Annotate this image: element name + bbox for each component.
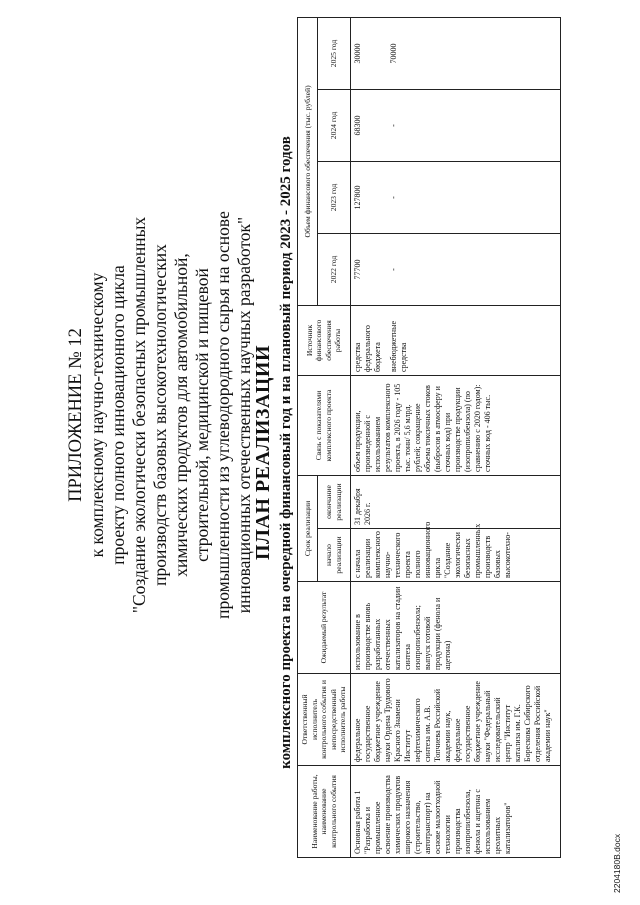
value-2025-extra: 70000 (388, 43, 398, 64)
header-period-end: окончание реализации (317, 475, 350, 528)
appendix-header (66, 65, 255, 765)
file-name: 2204180B.docx (612, 833, 622, 893)
header-executor: Ответственный исполнитель контрольного события и непосредственный исполнитель работы (298, 674, 351, 766)
value-2024-extra: - (388, 124, 398, 127)
cell-start: с начала реализации комплексного научно-технического проекта полного инновационного цикла "Создание экологически безопасных промышленных производств базовых высокотехно- (350, 529, 560, 582)
plan-table (297, 17, 561, 858)
source-extrabudgetary: внебюджетные средства (388, 320, 408, 372)
value-2023-extra: - (388, 196, 398, 199)
appendix-line: производств базовых высокотехнологических (150, 244, 170, 586)
header-year-2023: 2023 год (317, 161, 350, 233)
appendix-line: к комплексному научно-техническому (87, 272, 107, 558)
header-period-start: начало реализации (317, 529, 350, 582)
value-2022-federal: 77700 (352, 259, 362, 280)
plan-title: ПЛАН РЕАЛИЗАЦИИ (252, 344, 274, 561)
appendix-line: инновационных отечественных научных разработок" (234, 216, 254, 614)
value-2024-federal: 68300 (352, 115, 362, 136)
cell-executor: федеральное государственное бюджетное учреждение науки Ордена Трудового Красного Знамени Институт нефтехимического синтеза им. А.В. Топчиева Российской академии наук, федеральное государственное бюджетное учреждение науки "Федеральный исследовательский центр "Институт катализа им. Г.К. Борескова Сибирского отделения Российской академии наук" (350, 674, 560, 766)
cell-2022 (350, 233, 560, 305)
cell-2024 (350, 89, 560, 161)
cell-link: объем продукции, произведенной с использованием результатов комплексного проекта, в 2026 году - 105 тыс. тонн/ 5,6 млрд. рублей; сокращение объема токсичных стоков (выбросов в атмосферу и сточных вод) при производстве продукции (изопропилбензола) (по сравнению с 2020 годом): сточных вод - 406 тыс. (350, 375, 560, 475)
header-funding: Объем финансового обеспечения (тыс. рублей) (298, 17, 318, 305)
cell-sources (350, 305, 560, 375)
appendix-line: химических продуктов для автомобильной, (171, 253, 191, 577)
plan-subtitle: комплексного проекта на очередной финансовый год и на плановый период 2023 - 2025 годов (278, 136, 294, 769)
value-2022-extra: - (388, 268, 398, 271)
value-2025-federal: 30000 (352, 43, 362, 64)
header-link: Связь с показателями комплексного проекта (298, 375, 351, 475)
appendix-line: проекту полного инновационного цикла (108, 265, 128, 565)
source-federal: средства федерального бюджета (352, 325, 382, 372)
header-period: Срок реализации (298, 475, 318, 581)
cell-result: использование в производстве вновь разработанных отечественных катализаторов на стадии синтеза изопропилбензола; выпуск готовой продукции (фенола и ацетона) (350, 582, 560, 674)
header-result: Ожидаемый результат (298, 582, 351, 674)
header-year-2024: 2024 год (317, 89, 350, 161)
cell-2023 (350, 161, 560, 233)
value-2023-federal: 127800 (352, 185, 362, 210)
header-year-2025: 2025 год (317, 17, 350, 89)
appendix-title: ПРИЛОЖЕНИЕ № 12 (66, 328, 86, 502)
appendix-line: строительной, медицинской и пищевой (192, 268, 212, 562)
table-row (350, 17, 560, 857)
header-source: Источник финансового обеспечения работы (298, 305, 351, 375)
appendix-line: промышленности из углеводородного сырья на основе (213, 211, 233, 619)
cell-end: 31 декабря 2026 г. (350, 475, 560, 528)
header-name: Наименование работы, наименование контрольного события (298, 766, 351, 858)
header-year-2022: 2022 год (317, 233, 350, 305)
cell-name: Основная работа 1 "Разработка и промышленное освоение производства химических продуктов широкого назначения (строительство, автотранспорт) на основе малоотходной технологии производства изопропилбензола, фенола и ацетона с использованием цеолитных катализаторов" (350, 766, 560, 858)
appendix-line: "Создание экологически безопасных промышленных (129, 216, 149, 614)
table-header-row (298, 17, 318, 857)
cell-2025 (350, 17, 560, 89)
